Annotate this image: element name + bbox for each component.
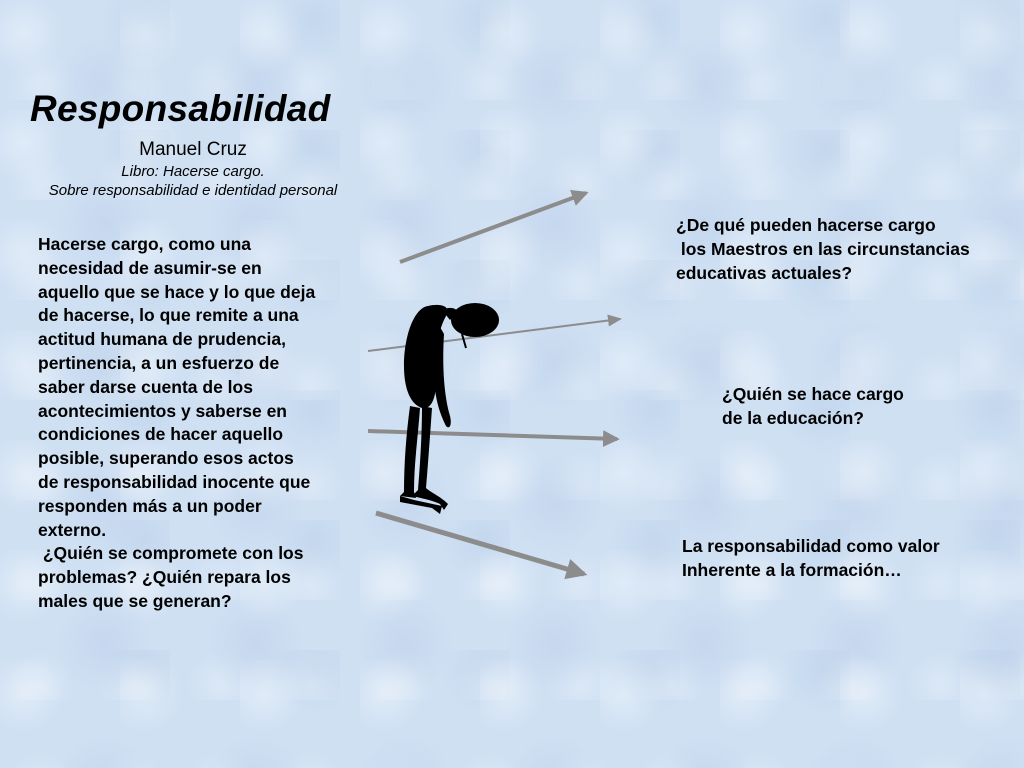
question-line: educativas actuales? xyxy=(676,262,853,283)
main-text-line: actitud humana de prudencia, xyxy=(38,329,286,350)
main-text-line: de hacerse, lo que remite a una xyxy=(38,305,299,326)
main-text-line: externo. xyxy=(38,519,107,540)
author-name: Manuel Cruz xyxy=(139,139,247,160)
slide-title: Responsabilidad xyxy=(30,88,331,129)
statement-responsabilidad-valor xyxy=(682,535,940,583)
figure-head xyxy=(451,303,499,337)
bowing-person-figure xyxy=(392,296,504,516)
main-text-line: saber darse cuenta de los xyxy=(38,376,253,397)
arrow-to-q1 xyxy=(400,193,586,262)
book-subtitle: Sobre responsabilidad e identidad personal xyxy=(48,182,338,199)
main-text-line: Hacerse cargo, como una xyxy=(38,234,251,254)
question-line: ¿De qué pueden hacerse cargo xyxy=(676,215,936,235)
main-text-line: necesidad de asumir-se en xyxy=(38,257,262,278)
figure-leg-back xyxy=(400,406,420,498)
main-text-line: males que se generan? xyxy=(38,590,232,611)
main-paragraph xyxy=(38,233,363,614)
main-text-line: acontecimientos y saberse en xyxy=(38,400,287,421)
main-text-line: pertinencia, a un esfuerzo de xyxy=(38,352,280,373)
figure-arm xyxy=(433,320,451,427)
question-maestros xyxy=(676,214,970,285)
main-text-line: ¿Quién se compromete con los xyxy=(38,543,304,564)
statement-line: Inherente a la formación… xyxy=(682,559,902,580)
main-text-line: de responsabilidad inocente que xyxy=(38,471,311,492)
main-text-line: responden más a un poder xyxy=(38,495,262,516)
main-text-line: aquello que se hace y lo que deja xyxy=(38,281,316,302)
book-title: Libro: Hacerse cargo. xyxy=(121,163,265,180)
question-line: los Maestros en las circunstancias xyxy=(676,238,970,259)
question-line: de la educación? xyxy=(722,407,864,428)
figure-arm-line xyxy=(462,334,466,348)
arrow-to-q3 xyxy=(376,513,584,574)
main-text-line: condiciones de hacer aquello xyxy=(38,424,284,445)
main-text-line: posible, superando esos actos xyxy=(38,448,294,469)
question-line: ¿Quién se hace cargo xyxy=(722,384,904,404)
statement-line: La responsabilidad como valor xyxy=(682,536,940,556)
main-text-line: problemas? ¿Quién repara los xyxy=(38,567,291,588)
question-educacion xyxy=(722,383,904,431)
